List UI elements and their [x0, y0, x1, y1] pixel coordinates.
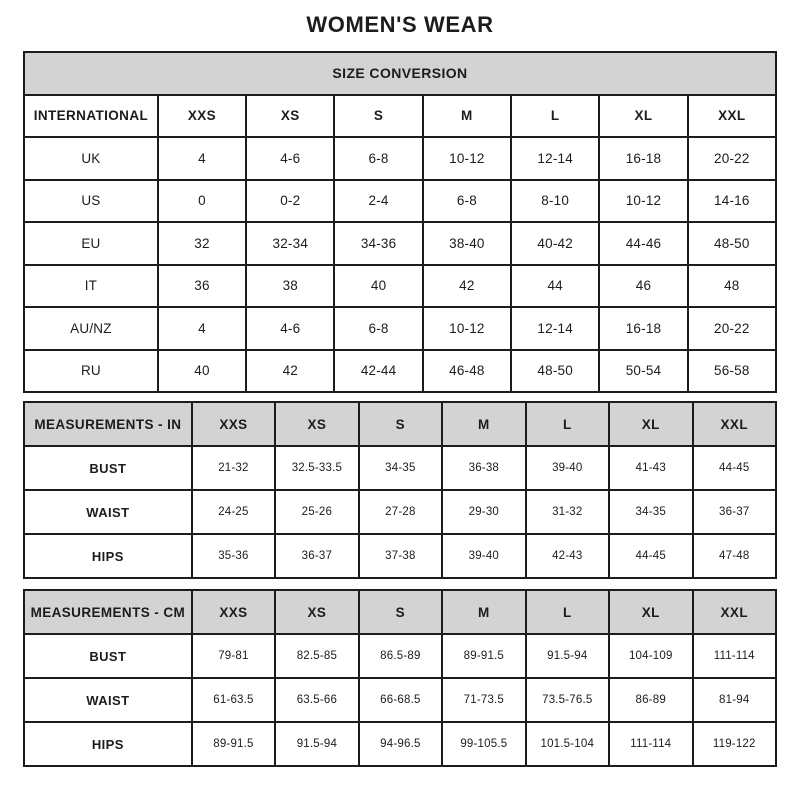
value-cell: 71-73.5	[442, 678, 525, 722]
value-cell: 39-40	[442, 534, 525, 578]
table-row	[24, 180, 776, 223]
measurements-in-table	[23, 401, 777, 579]
value-cell: 4	[158, 137, 246, 180]
table-row	[24, 634, 776, 678]
value-cell: 48	[688, 265, 776, 308]
size-column-header: M	[442, 590, 525, 634]
header-label: MEASUREMENTS - CM	[24, 590, 192, 634]
value-cell: 44-45	[693, 446, 777, 490]
size-column-header: M	[442, 402, 525, 446]
value-cell: 2-4	[334, 180, 422, 223]
value-cell: 31-32	[526, 490, 609, 534]
value-cell: 24-25	[192, 490, 275, 534]
value-cell: 14-16	[688, 180, 776, 223]
size-column-header: L	[526, 590, 609, 634]
value-cell: 40	[158, 350, 246, 393]
size-column-header: XS	[275, 402, 358, 446]
value-cell: 10-12	[423, 137, 511, 180]
value-cell: 82.5-85	[275, 634, 358, 678]
value-cell: 48-50	[511, 350, 599, 393]
size-column-header: XXS	[192, 590, 275, 634]
value-cell: 79-81	[192, 634, 275, 678]
value-cell: 16-18	[599, 307, 687, 350]
table-header-row	[24, 95, 776, 138]
value-cell: 4-6	[246, 137, 334, 180]
size-column-header: XXL	[688, 95, 776, 138]
value-cell: 46-48	[423, 350, 511, 393]
size-column-header: XL	[609, 590, 692, 634]
size-column-header: S	[359, 590, 442, 634]
table-header-row	[24, 402, 776, 446]
value-cell: 8-10	[511, 180, 599, 223]
value-cell: 10-12	[423, 307, 511, 350]
value-cell: 44-45	[609, 534, 692, 578]
size-column-header: XL	[609, 402, 692, 446]
table-row	[24, 446, 776, 490]
value-cell: 42-43	[526, 534, 609, 578]
value-cell: 39-40	[526, 446, 609, 490]
row-label: EU	[24, 222, 158, 265]
row-label: WAIST	[24, 490, 192, 534]
table-row	[24, 722, 776, 766]
value-cell: 36-38	[442, 446, 525, 490]
value-cell: 86-89	[609, 678, 692, 722]
value-cell: 37-38	[359, 534, 442, 578]
value-cell: 6-8	[334, 307, 422, 350]
size-column-header: XS	[246, 95, 334, 138]
table-row	[24, 490, 776, 534]
value-cell: 44-46	[599, 222, 687, 265]
page-title: WOMEN'S WEAR	[306, 12, 494, 37]
value-cell: 101.5-104	[526, 722, 609, 766]
table-row	[24, 222, 776, 265]
value-cell: 41-43	[609, 446, 692, 490]
value-cell: 94-96.5	[359, 722, 442, 766]
value-cell: 4-6	[246, 307, 334, 350]
size-column-header: S	[334, 95, 422, 138]
value-cell: 12-14	[511, 137, 599, 180]
size-column-header: M	[423, 95, 511, 138]
table-row	[24, 307, 776, 350]
size-column-header: S	[359, 402, 442, 446]
row-label: US	[24, 180, 158, 223]
value-cell: 27-28	[359, 490, 442, 534]
table-row	[24, 137, 776, 180]
size-column-header: XXL	[693, 590, 777, 634]
row-label: UK	[24, 137, 158, 180]
row-label: AU/NZ	[24, 307, 158, 350]
value-cell: 119-122	[693, 722, 777, 766]
value-cell: 66-68.5	[359, 678, 442, 722]
value-cell: 89-91.5	[192, 722, 275, 766]
value-cell: 10-12	[599, 180, 687, 223]
value-cell: 0-2	[246, 180, 334, 223]
size-column-header: XXL	[693, 402, 777, 446]
value-cell: 40-42	[511, 222, 599, 265]
table-row	[24, 350, 776, 393]
size-conversion-table	[23, 51, 777, 393]
value-cell: 36-37	[275, 534, 358, 578]
row-label: BUST	[24, 446, 192, 490]
value-cell: 104-109	[609, 634, 692, 678]
size-column-header: L	[511, 95, 599, 138]
value-cell: 44	[511, 265, 599, 308]
value-cell: 21-32	[192, 446, 275, 490]
value-cell: 32	[158, 222, 246, 265]
table-header-row	[24, 590, 776, 634]
value-cell: 91.5-94	[275, 722, 358, 766]
value-cell: 111-114	[693, 634, 777, 678]
table-title-row	[24, 52, 776, 95]
value-cell: 47-48	[693, 534, 777, 578]
value-cell: 63.5-66	[275, 678, 358, 722]
table-title: SIZE CONVERSION	[24, 52, 776, 95]
table-row	[24, 678, 776, 722]
value-cell: 20-22	[688, 137, 776, 180]
value-cell: 32-34	[246, 222, 334, 265]
header-label: INTERNATIONAL	[24, 95, 158, 138]
value-cell: 73.5-76.5	[526, 678, 609, 722]
row-label: BUST	[24, 634, 192, 678]
value-cell: 42-44	[334, 350, 422, 393]
value-cell: 48-50	[688, 222, 776, 265]
value-cell: 36-37	[693, 490, 777, 534]
value-cell: 89-91.5	[442, 634, 525, 678]
value-cell: 34-35	[359, 446, 442, 490]
value-cell: 35-36	[192, 534, 275, 578]
value-cell: 50-54	[599, 350, 687, 393]
value-cell: 56-58	[688, 350, 776, 393]
value-cell: 34-35	[609, 490, 692, 534]
value-cell: 4	[158, 307, 246, 350]
table-row	[24, 534, 776, 578]
header-label: MEASUREMENTS - IN	[24, 402, 192, 446]
table-row	[24, 265, 776, 308]
value-cell: 0	[158, 180, 246, 223]
value-cell: 42	[423, 265, 511, 308]
value-cell: 12-14	[511, 307, 599, 350]
row-label: RU	[24, 350, 158, 393]
value-cell: 111-114	[609, 722, 692, 766]
row-label: HIPS	[24, 534, 192, 578]
value-cell: 38	[246, 265, 334, 308]
row-label: IT	[24, 265, 158, 308]
value-cell: 46	[599, 265, 687, 308]
value-cell: 29-30	[442, 490, 525, 534]
value-cell: 6-8	[334, 137, 422, 180]
size-column-header: XXS	[158, 95, 246, 138]
size-column-header: XXS	[192, 402, 275, 446]
value-cell: 91.5-94	[526, 634, 609, 678]
value-cell: 61-63.5	[192, 678, 275, 722]
value-cell: 36	[158, 265, 246, 308]
value-cell: 81-94	[693, 678, 777, 722]
size-column-header: XL	[599, 95, 687, 138]
value-cell: 38-40	[423, 222, 511, 265]
value-cell: 42	[246, 350, 334, 393]
row-label: HIPS	[24, 722, 192, 766]
value-cell: 34-36	[334, 222, 422, 265]
size-column-header: XS	[275, 590, 358, 634]
value-cell: 6-8	[423, 180, 511, 223]
value-cell: 86.5-89	[359, 634, 442, 678]
row-label: WAIST	[24, 678, 192, 722]
value-cell: 99-105.5	[442, 722, 525, 766]
value-cell: 20-22	[688, 307, 776, 350]
value-cell: 25-26	[275, 490, 358, 534]
value-cell: 40	[334, 265, 422, 308]
size-column-header: L	[526, 402, 609, 446]
value-cell: 32.5-33.5	[275, 446, 358, 490]
value-cell: 16-18	[599, 137, 687, 180]
measurements-cm-table	[23, 589, 777, 767]
